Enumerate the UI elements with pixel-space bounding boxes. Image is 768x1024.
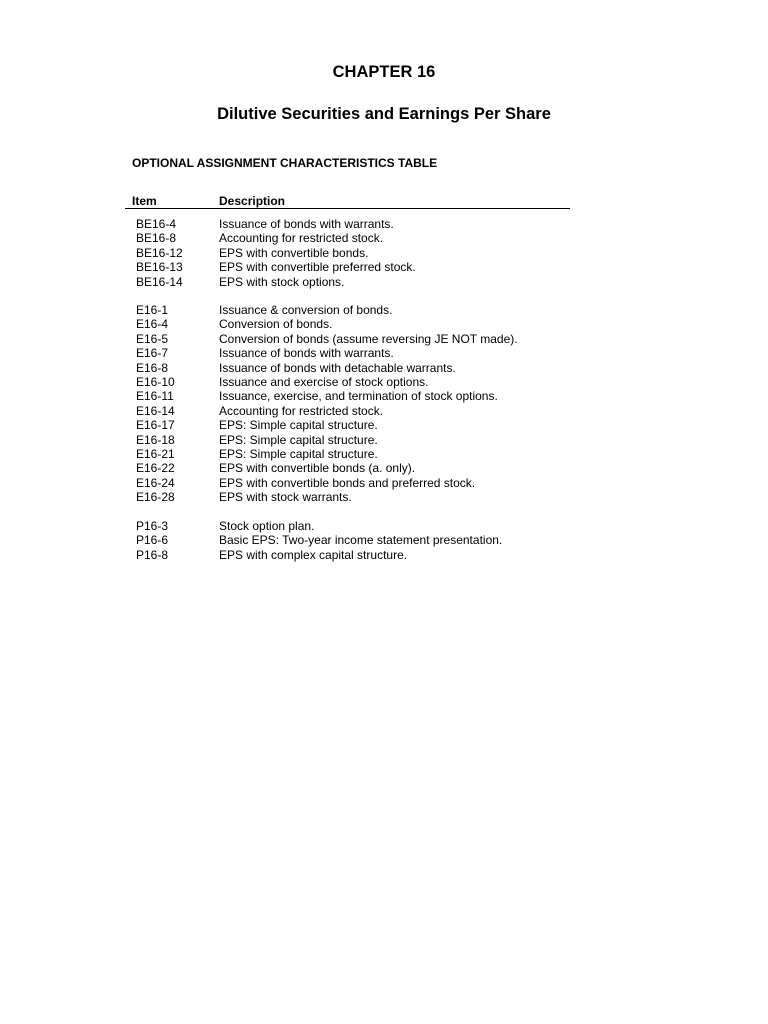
column-header-description: Description <box>219 194 286 208</box>
item-code: E16-7 <box>136 346 169 361</box>
table-row <box>0 260 768 274</box>
table-row <box>0 433 768 447</box>
item-description: EPS: Simple capital structure. <box>219 418 378 433</box>
table-row <box>0 418 768 432</box>
table-row <box>0 375 768 389</box>
table-row <box>0 332 768 346</box>
item-code: E16-11 <box>136 389 174 404</box>
item-description: EPS with complex capital structure. <box>219 547 408 562</box>
table-row <box>0 461 768 475</box>
table-row <box>0 275 768 289</box>
item-code: BE16-8 <box>136 231 177 246</box>
table-row <box>0 490 768 504</box>
item-description: Issuance, exercise, and termination of stock options. <box>219 389 498 404</box>
item-description: EPS with stock warrants. <box>219 490 352 505</box>
section-heading: OPTIONAL ASSIGNMENT CHARACTERISTICS TABLE <box>132 156 438 170</box>
item-code: E16-14 <box>136 403 175 418</box>
header-divider <box>125 208 570 209</box>
item-description: Issuance and exercise of stock options. <box>219 374 429 389</box>
table-row <box>0 346 768 360</box>
item-description: Conversion of bonds (assume reversing JE NOT made). <box>219 331 518 346</box>
item-description: EPS with convertible bonds. <box>219 245 369 260</box>
table-row <box>0 246 768 260</box>
item-description: EPS with convertible bonds and preferred stock. <box>219 475 476 490</box>
item-description: Stock option plan. <box>219 519 315 533</box>
table-group-exercises <box>0 303 768 504</box>
item-code: P16-3 <box>136 519 169 533</box>
table-row <box>0 447 768 461</box>
table-row <box>0 548 768 562</box>
page-title: Dilutive Securities and Earnings Per Share <box>217 105 551 123</box>
item-description: Issuance & conversion of bonds. <box>219 303 393 317</box>
item-code: BE16-12 <box>136 245 183 260</box>
item-description: Basic EPS: Two-year income statement presentation. <box>219 533 503 548</box>
table-group-problems <box>0 519 768 562</box>
table-row <box>0 533 768 547</box>
table-row <box>0 389 768 403</box>
table-group-brief-exercises <box>0 217 768 289</box>
item-code: BE16-4 <box>136 217 177 231</box>
item-code: E16-17 <box>136 418 175 433</box>
item-code: E16-8 <box>136 360 169 375</box>
item-code: E16-22 <box>136 461 175 476</box>
item-description: Issuance of bonds with detachable warrants. <box>219 360 456 375</box>
item-code: E16-10 <box>136 374 175 389</box>
item-description: EPS with convertible preferred stock. <box>219 260 416 275</box>
item-code: E16-5 <box>136 331 169 346</box>
item-description: Conversion of bonds. <box>219 317 333 332</box>
table-row <box>0 217 768 231</box>
table-row <box>0 231 768 245</box>
item-code: P16-8 <box>136 547 169 562</box>
item-description: Accounting for restricted stock. <box>219 231 384 246</box>
item-description: EPS: Simple capital structure. <box>219 446 378 461</box>
item-code: E16-28 <box>136 490 175 505</box>
item-description: Issuance of bonds with warrants. <box>219 217 394 231</box>
item-description: EPS: Simple capital structure. <box>219 432 378 447</box>
item-description: Accounting for restricted stock. <box>219 403 384 418</box>
table-row <box>0 303 768 317</box>
item-code: E16-4 <box>136 317 169 332</box>
item-description: EPS with stock options. <box>219 274 345 289</box>
table-row <box>0 361 768 375</box>
table-row <box>0 519 768 533</box>
table-row <box>0 317 768 331</box>
item-description: Issuance of bonds with warrants. <box>219 346 394 361</box>
item-code: E16-18 <box>136 432 175 447</box>
chapter-heading: CHAPTER 16 <box>332 63 436 81</box>
table-header <box>0 193 768 209</box>
column-header-item: Item <box>132 194 157 208</box>
item-code: BE16-13 <box>136 260 183 275</box>
table-row <box>0 476 768 490</box>
item-code: BE16-14 <box>136 274 183 289</box>
item-description: EPS with convertible bonds (a. only). <box>219 461 416 476</box>
item-code: P16-6 <box>136 533 169 548</box>
item-code: E16-1 <box>136 303 169 317</box>
item-code: E16-21 <box>136 446 175 461</box>
item-code: E16-24 <box>136 475 175 490</box>
table-row <box>0 404 768 418</box>
